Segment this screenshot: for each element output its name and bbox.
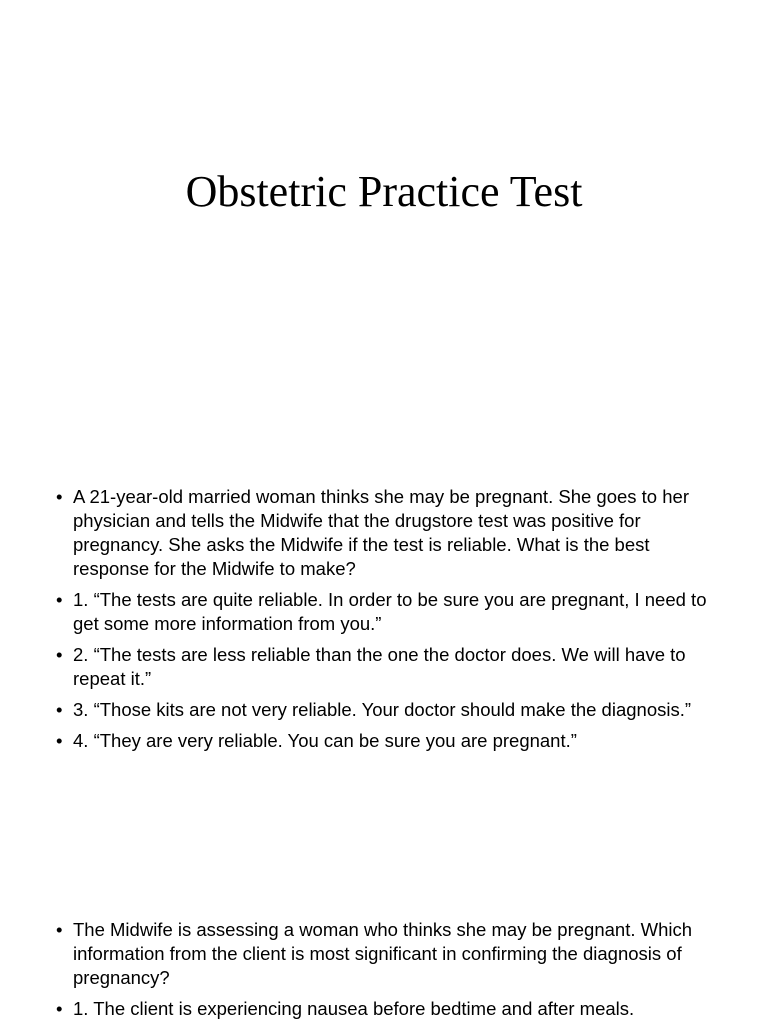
question-2-list bbox=[56, 918, 720, 1028]
question-1-option-2 bbox=[56, 643, 720, 691]
bullet-text: The Midwife is assessing a woman who thinks she may be pregnant. Which information from the client is most significant in confirming the diagnosis of pregnancy? bbox=[73, 919, 693, 988]
bullet-text: 2. “The tests are less reliable than the one the doctor does. We will have to repeat it.” bbox=[73, 644, 686, 689]
bullet-text: 1. “The tests are quite reliable. In order to be sure you are pregnant, I need to get some more information from you.” bbox=[73, 589, 707, 634]
bullet-icon: • bbox=[56, 644, 63, 665]
question-1-option-4 bbox=[56, 729, 720, 753]
question-2-stem bbox=[56, 918, 720, 990]
bullet-icon: • bbox=[56, 919, 63, 940]
question-1-option-1 bbox=[56, 588, 720, 636]
bullet-text: A 21-year-old married woman thinks she may be pregnant. She goes to her physician and tells the Midwife that the drugstore test was positive for pregnancy. She asks the Midwife if the test is reliable. What is the best response for the Midwife to make? bbox=[73, 486, 689, 579]
question-2-option-1 bbox=[56, 997, 720, 1021]
slide-title: Obstetric Practice Test bbox=[185, 167, 583, 216]
bullet-icon: • bbox=[56, 589, 63, 610]
bullet-icon: • bbox=[56, 699, 63, 720]
question-1-list bbox=[56, 485, 720, 760]
bullet-text: 4. “They are very reliable. You can be sure you are pregnant.” bbox=[73, 730, 577, 751]
bullet-icon: • bbox=[56, 486, 63, 507]
bullet-text: 3. “Those kits are not very reliable. Your doctor should make the diagnosis.” bbox=[73, 699, 692, 720]
question-1-option-3 bbox=[56, 698, 720, 722]
question-1-stem bbox=[56, 485, 720, 581]
bullet-text: 1. The client is experiencing nausea before bedtime and after meals. bbox=[73, 998, 635, 1019]
bullet-icon: • bbox=[56, 998, 63, 1019]
bullet-icon: • bbox=[56, 730, 63, 751]
